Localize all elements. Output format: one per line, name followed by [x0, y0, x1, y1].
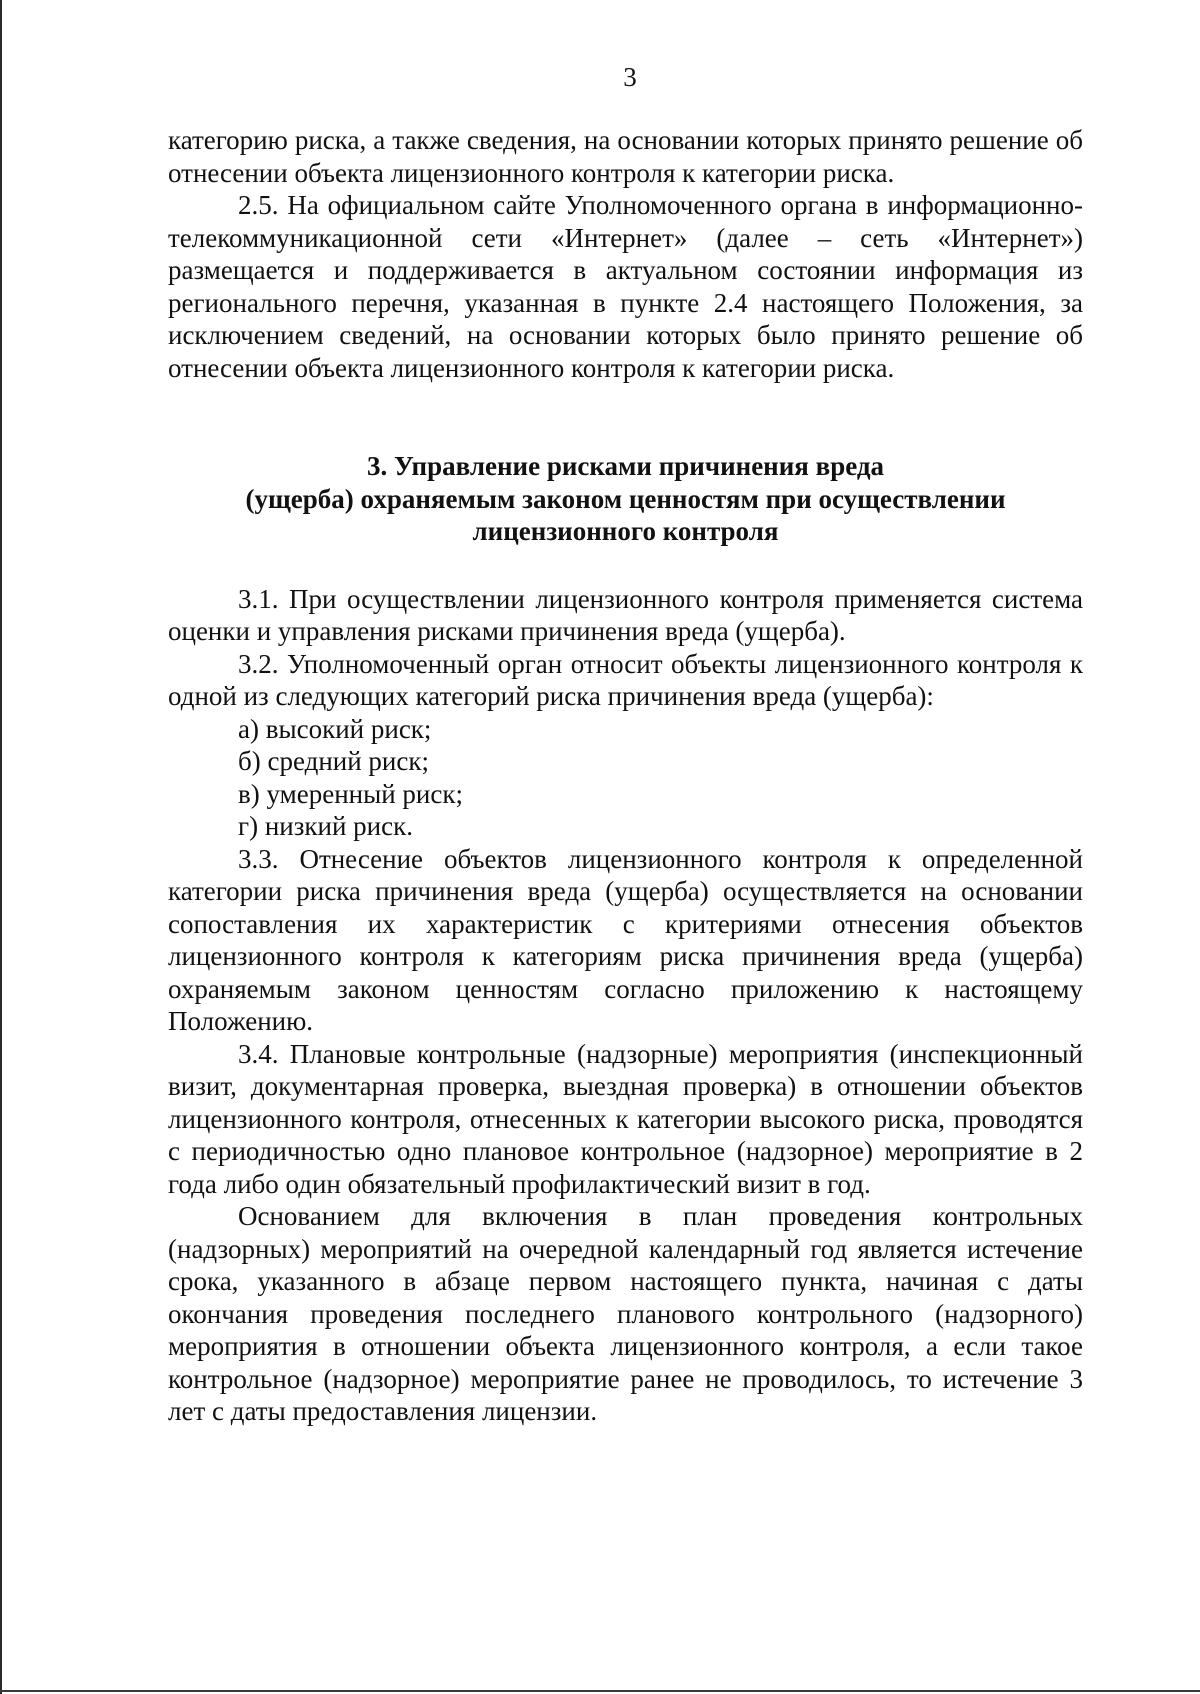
paragraph-2-5: 2.5. На официальном сайте Уполномоченного органа в информационно-телекоммуникационной сети «Интернет» (далее – сеть «Интернет») размещается и поддерживается в актуальном состоянии информация из регионального перечня, указанная в пункте 2.4 настоящего Положения, за исключением сведений, на основании которых было принято решение об отнесении объекта лицензионного контроля к категории риска.	[168, 190, 1083, 383]
paragraph-basis: Основанием для включения в план проведения контрольных (надзорных) мероприятий на очередной календарный год является истечение срока, указанного в абзаце первом настоящего пункта, начиная с даты окончания проведения последнего планового контрольного (надзорного) мероприятия в отношении объекта лицензионного контроля, а если такое контрольное (надзорное) мероприятие ранее не проводилось, то истечение 3 лет с даты предоставления лицензии.	[168, 1201, 1083, 1426]
list-item-high-risk: а) высокий риск;	[238, 713, 432, 744]
risk-category-list	[168, 713, 1083, 843]
list-item-moderate-risk: в) умеренный риск;	[238, 778, 463, 809]
paragraph-continued: категорию риска, а также сведения, на основании которых принято решение об отнесении объекта лицензионного контроля к категории риска.	[168, 125, 1083, 188]
list-item-low-risk: г) низкий риск.	[238, 811, 413, 841]
list-item-medium-risk: б) средний риск;	[238, 746, 429, 776]
heading-line-1: 3. Управление рисками причинения вреда	[366, 451, 885, 481]
paragraph-3-4: 3.4. Плановые контрольные (надзорные) мероприятия (инспекционный визит, документарная проверка, выездная проверка) в отношении объектов лицензионного контроля, отнесенных к категории высокого риска, проводятся с периодичностью одно плановое контрольное (надзорное) мероприятие в 2 года либо один обязательный профилактический визит в год.	[168, 1038, 1083, 1199]
heading-line-3: лицензионного контроля	[472, 516, 779, 546]
paragraph-3-1: 3.1. При осуществлении лицензионного контроля применяется система оценки и управления рисками причинения вреда (ущерба).	[168, 583, 1083, 646]
scan-bottom-edge	[0, 1690, 1200, 1692]
page-number: 3	[623, 62, 637, 92]
paragraph-3-2: 3.2. Уполномоченный орган относит объекты лицензионного контроля к одной из следующих категорий риска причинения вреда (ущерба):	[168, 648, 1083, 711]
paragraph-3-3: 3.3. Отнесение объектов лицензионного контроля к определенной категории риска причинения вреда (ущерба) осуществляется на основании сопоставления их характеристик с критериями отнесения объектов лицензионного контроля к категориям риска причинения вреда (ущерба) охраняемым законом ценностям согласно приложению к настоящему Положению.	[168, 843, 1083, 1036]
document-body	[168, 124, 1083, 1428]
section-3-heading	[168, 450, 1083, 548]
scan-left-edge	[0, 0, 2, 1694]
heading-line-2: (ущерба) охраняемым законом ценностям при осуществлении	[245, 483, 1006, 514]
